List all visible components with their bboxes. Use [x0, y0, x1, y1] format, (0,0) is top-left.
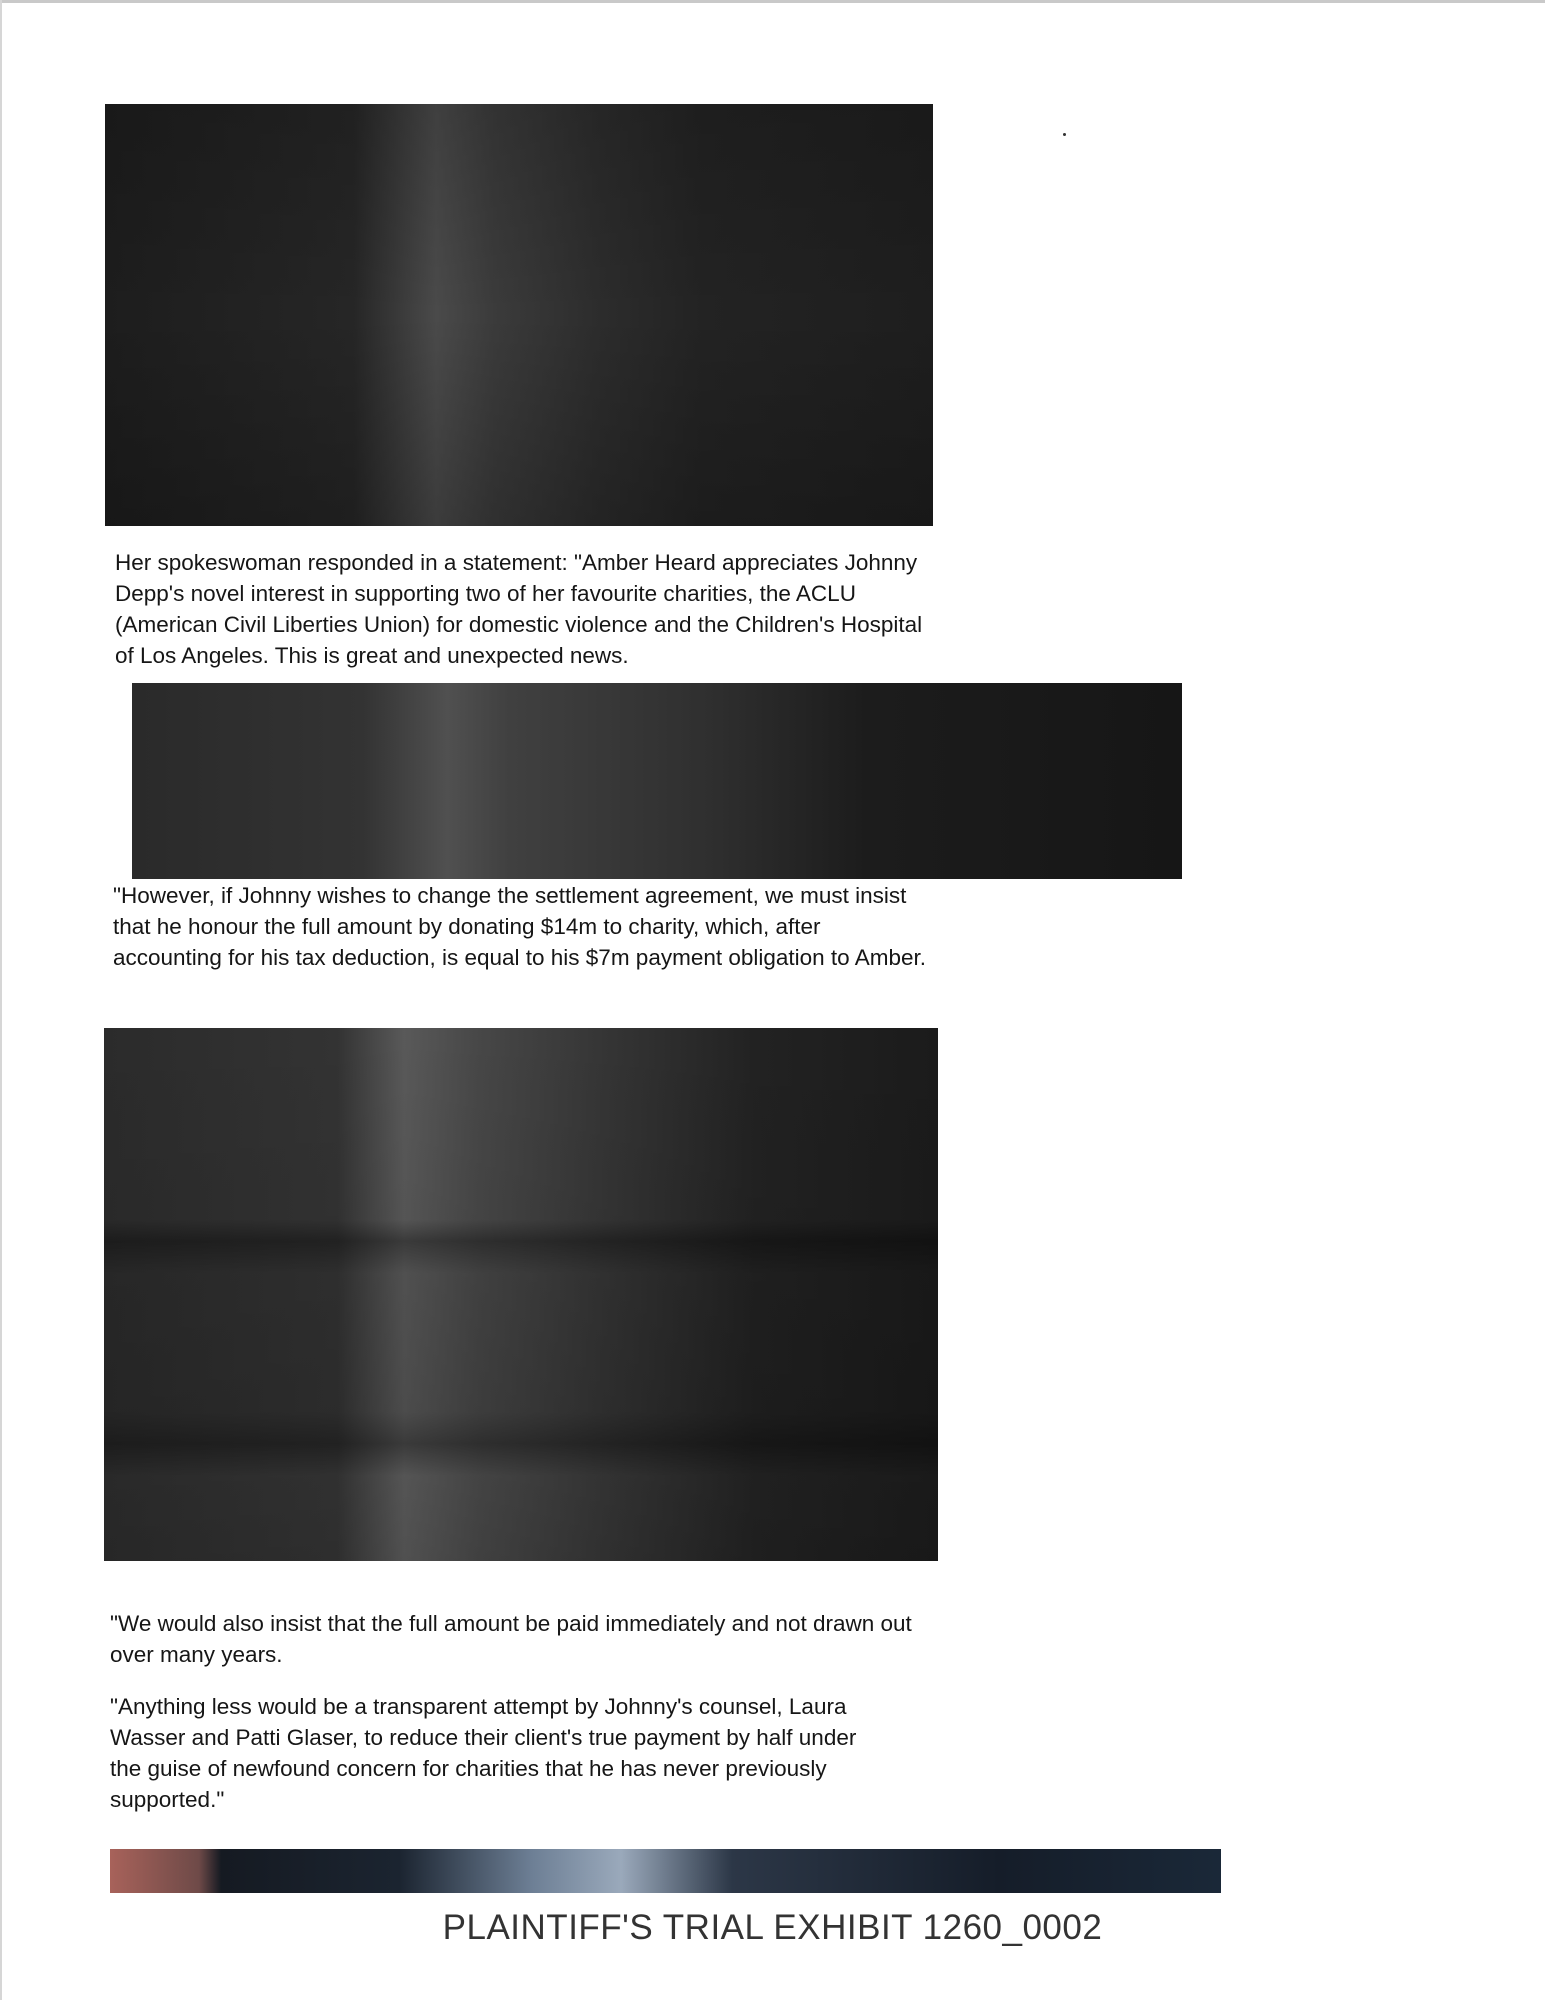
paragraph-3: "We would also insist that the full amount be paid immediately and not drawn out over many years.: [110, 1611, 912, 1667]
paragraph-4: "Anything less would be a transparent attempt by Johnny's counsel, Laura Wasser and Patti Glaser, to reduce their client's true payment by half under the guise of newfound concern for charities that he has never previously supported.": [110, 1694, 857, 1812]
dark-photo-2: [132, 683, 1182, 879]
dark-photo-3: [104, 1028, 938, 1561]
scan-left-edge: [0, 0, 2, 2000]
scan-speck: [1063, 133, 1066, 136]
scan-top-edge: [0, 0, 1545, 3]
cropped-photo-strip: [110, 1849, 1221, 1893]
exhibit-label: PLAINTIFF'S TRIAL EXHIBIT 1260_0002: [442, 1908, 1103, 1947]
paragraph-2: "However, if Johnny wishes to change the settlement agreement, we must insist that he honour the full amount by donating $14m to charity, which, after accounting for his tax deduction, is equal to his $7m payment obligation to Amber.: [113, 883, 926, 970]
paragraph-1: Her spokeswoman responded in a statement: "Amber Heard appreciates Johnny Depp's novel interest in supporting two of her favourite charities, the ACLU (American Civil Liberties Union) for domestic violence and the Children's Hospital of Los Angeles. This is great and unexpected news.: [115, 550, 923, 668]
dark-photo-1: [105, 104, 933, 526]
